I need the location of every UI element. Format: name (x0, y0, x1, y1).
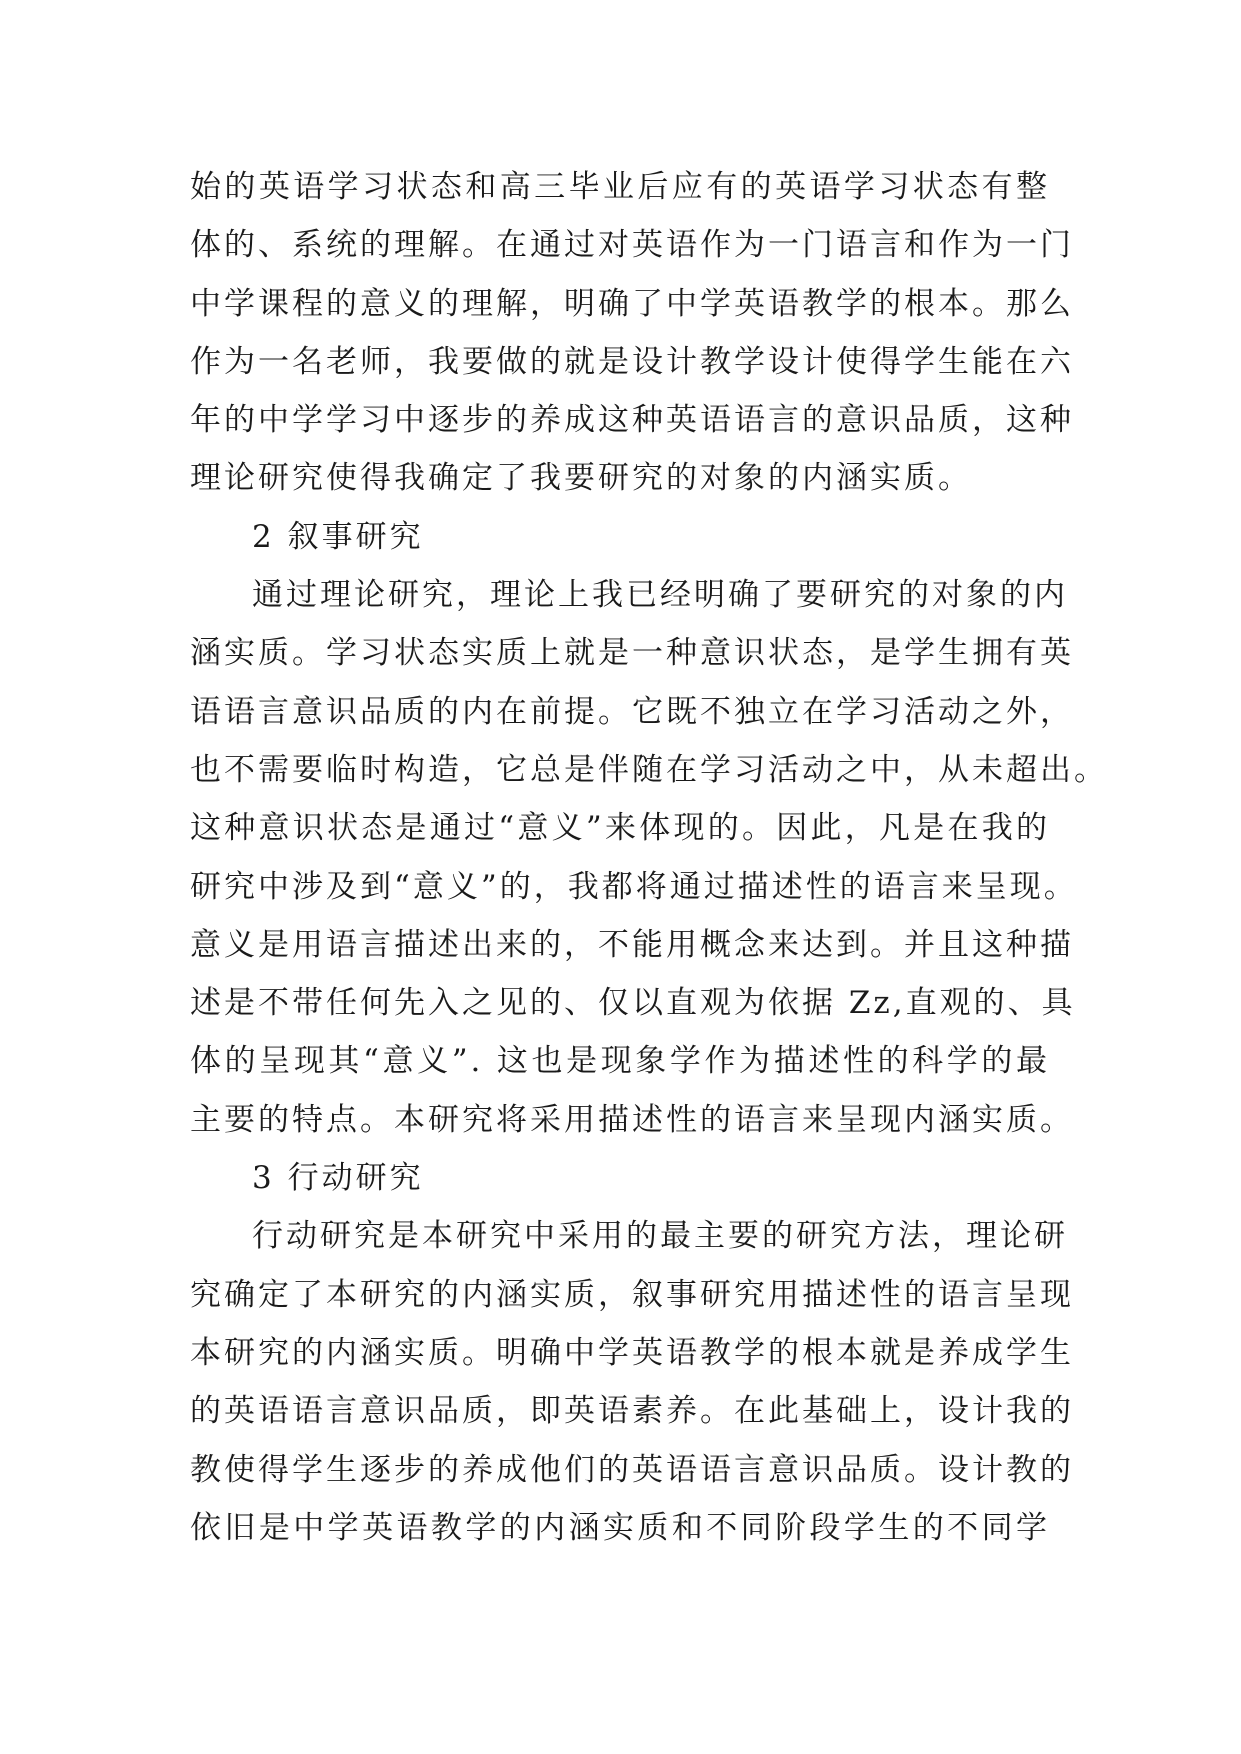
paragraph-line: 本研究的内涵实质。明确中学英语教学的根本就是养成学生 (190, 1334, 1074, 1371)
paragraph-line: 行动研究是本研究中采用的最主要的研究方法，理论研 (252, 1218, 1068, 1255)
paragraph-line: 通过理论研究，理论上我已经明确了要研究的对象的内 (252, 577, 1068, 614)
paragraph-line: 主要的特点。本研究将采用描述性的语言来呈现内涵实质。 (190, 1101, 1074, 1138)
paragraph-line: 中学课程的意义的理解，明确了中学英语教学的根本。那么 (190, 285, 1074, 322)
section-heading: 2 叙事研究 (252, 518, 424, 555)
paragraph-line: 这种意识状态是通过“意义”来体现的。因此，凡是在我的 (190, 810, 1050, 847)
paragraph-line: 研究中涉及到“意义”的，我都将通过描述性的语言来呈现。 (190, 868, 1078, 905)
paragraph-line: 依旧是中学英语教学的内涵实质和不同阶段学生的不同学 (190, 1509, 1050, 1546)
paragraph-line: 作为一名老师，我要做的就是设计教学设计使得学生能在六 (190, 343, 1074, 380)
paragraph-line: 始的英语学习状态和高三毕业后应有的英语学习状态有整 (190, 169, 1050, 205)
paragraph-line: 究确定了本研究的内涵实质，叙事研究用描述性的语言呈现 (190, 1276, 1074, 1313)
paragraph-line: 述是不带任何先入之见的、仅以直观为依据 Zz,直观的、具 (190, 985, 1076, 1022)
paragraph-line: 意义是用语言描述出来的，不能用概念来达到。并且这种描 (190, 926, 1074, 963)
paragraph-line: 的英语语言意识品质，即英语素养。在此基础上，设计我的 (190, 1393, 1074, 1430)
paragraph-line: 理论研究使得我确定了我要研究的对象的内涵实质。 (190, 460, 972, 497)
paragraph-line: 年的中学学习中逐步的养成这种英语语言的意识品质，这种 (190, 402, 1074, 439)
paragraph-line: 语语言意识品质的内在前提。它既不独立在学习活动之外， (190, 693, 1074, 730)
paragraph-line: 也不需要临时构造，它总是伴随在学习活动之中，从未超出。 (190, 751, 1108, 788)
paragraph-line: 教使得学生逐步的养成他们的英语语言意识品质。设计教的 (190, 1451, 1074, 1488)
paragraph-line: 体的呈现其“意义”. 这也是现象学作为描述性的科学的最 (190, 1043, 1050, 1080)
section-heading: 3 行动研究 (252, 1160, 424, 1197)
body-text (190, 158, 1108, 1557)
paragraph-line: 体的、系统的理解。在通过对英语作为一门语言和作为一门 (190, 227, 1074, 264)
paragraph-line: 涵实质。学习状态实质上就是一种意识状态，是学生拥有英 (190, 635, 1074, 672)
